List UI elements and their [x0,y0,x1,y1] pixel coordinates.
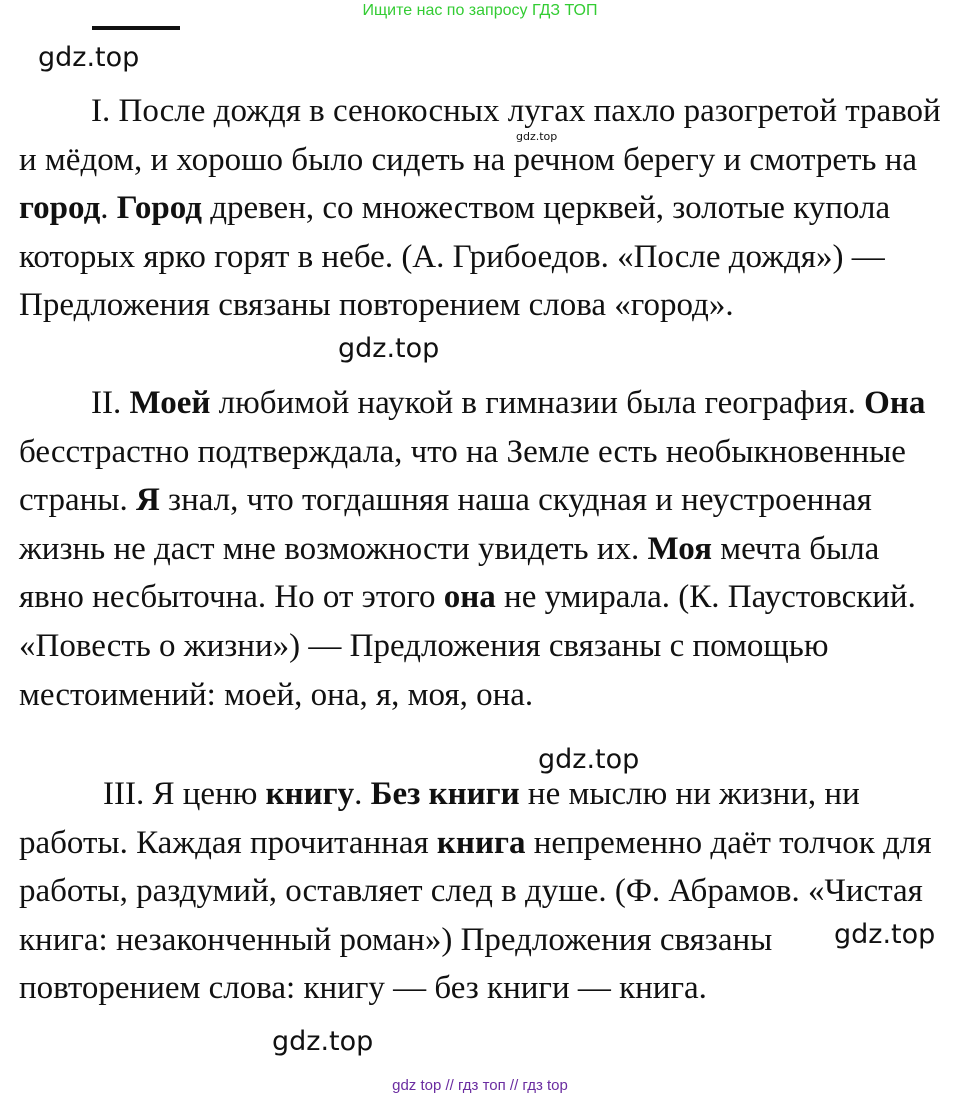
emphasized-word: Я [135,482,160,519]
footer-links[interactable]: gdz top // гдз топ // гдз top [392,1077,568,1094]
emphasized-word: Без книги [370,776,520,812]
emphasized-word: она [443,579,496,616]
text-run: не умирала. (К. Паустовский. «Повесть о жизни») — Предложения связаны с помощью местоимений: моей, она, я, моя, она. [19,579,916,713]
watermark-top-left: gdz.top [38,42,140,73]
paragraph-3 [19,770,949,1013]
text-run: непременно даёт толчок для работы, раздумий, оставляет след в душе. (Ф. Абрамов. «Чистая книга: незаконченный роман») Предложения связаны повторением слова: книгу — без книги — книга. [19,824,932,1007]
text-run: II. [91,385,130,421]
text-run: . [354,776,371,812]
text-run: древен, со множеством церквей, золотые купола которых ярко горят в небе. (А. Грибоедов. «После дождя») — Предложения связаны повторением слова «город». [19,190,891,324]
text-run: мечта была явно несбыточна. Но от этого [19,530,880,616]
watermark-bottom: gdz.top [272,1026,374,1057]
emphasized-word: книга [436,824,526,861]
emphasized-word: Она [864,385,926,421]
text-run: III. Я ценю [103,776,266,812]
paragraph-2-text [19,385,925,713]
text-run: I. После дождя в сенокосных лугах пахло разогретой травой и мёдом, и хорошо было сидеть на речном берегу и смотреть на [19,93,941,178]
text-run: . [100,190,117,227]
paragraph-1 [19,87,949,330]
paragraph-3-text [19,776,932,1006]
watermark-right: gdz.top [834,919,936,950]
emphasized-word: Моя [647,530,712,567]
decorative-rule [92,26,180,30]
paragraph-1-text [19,93,941,323]
text-run: любимой наукой в гимназии была география. [210,385,865,421]
emphasized-word: Город [116,190,202,227]
emphasized-word: Моей [129,385,211,421]
text-run: бесстрастно подтверждала, что на Земле есть необыкновенные страны. [19,433,906,519]
watermark-small: gdz.top [516,130,558,143]
paragraph-2 [19,379,949,719]
emphasized-word: книгу [265,776,355,812]
emphasized-word: город [19,190,101,227]
top-search-banner[interactable]: Ищите нас по запросу ГДЗ ТОП [362,2,598,19]
text-run: знал, что тогдашняя наша скудная и неустроенная жизнь не даст мне возможности увидеть их. [19,482,872,567]
watermark-center: gdz.top [538,744,640,775]
text-run: не мыслю ни жизни, ни работы. Каждая прочитанная [19,776,860,861]
watermark-mid: gdz.top [338,333,440,364]
